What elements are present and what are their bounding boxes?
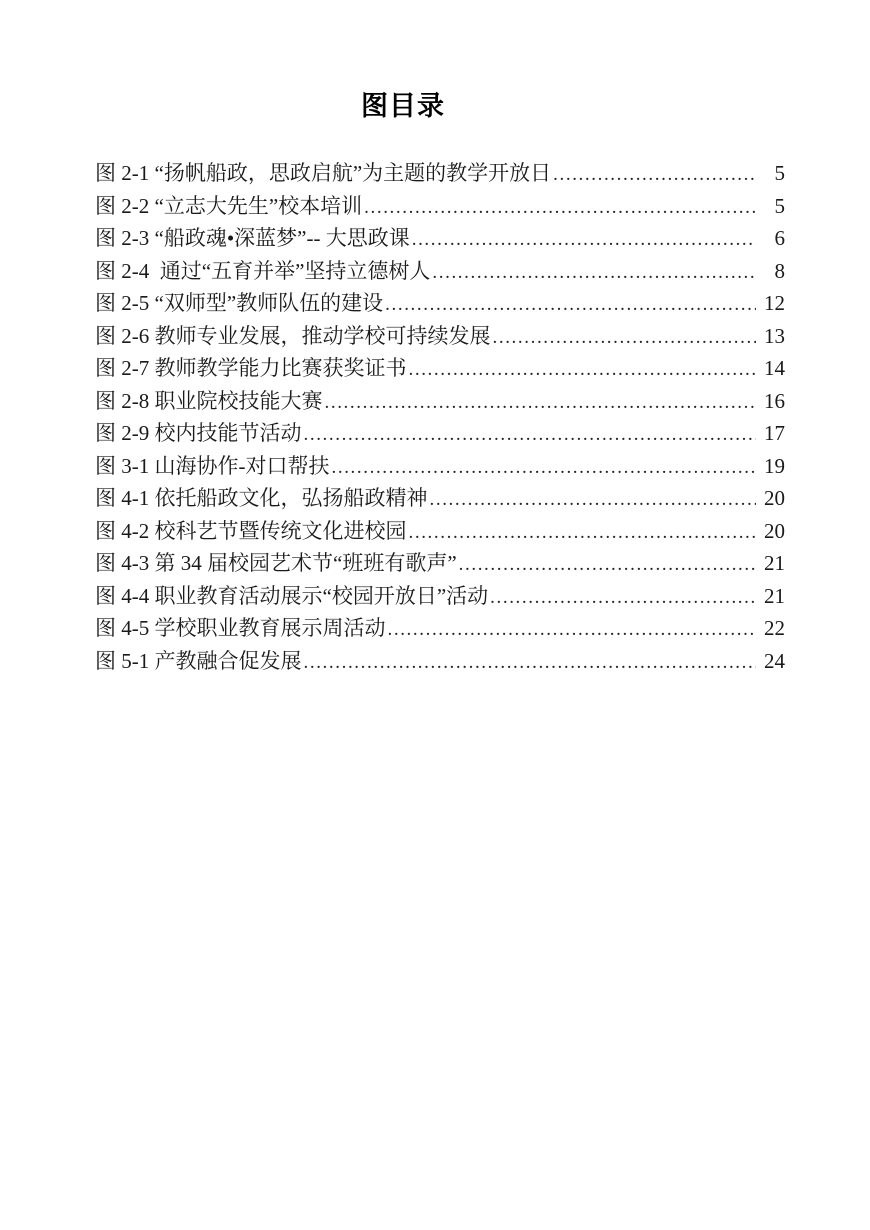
toc-entry — [95, 612, 785, 645]
toc-entry — [95, 287, 785, 320]
page-number: 19 — [764, 453, 785, 478]
dot-leader — [304, 417, 757, 452]
toc-entry — [95, 580, 785, 613]
toc-entry — [95, 645, 785, 678]
toc-entry — [95, 417, 785, 450]
toc-entry-label: 图 2-6 教师专业发展，推动学校可持续发展 — [95, 323, 491, 348]
dot-leader — [409, 515, 757, 550]
page-number: 8 — [774, 258, 785, 283]
toc-entry — [95, 515, 785, 548]
page-number: 6 — [774, 226, 785, 250]
page-number: 5 — [774, 161, 785, 185]
toc-entry — [95, 222, 785, 255]
toc-entry-label: 图 4-3 第 34 届校园艺术节“班班有歌声” — [95, 551, 457, 575]
toc-entry-label: 图 2-2 “立志大先生”校本培训 — [95, 193, 363, 218]
page-number: 21 — [764, 551, 785, 575]
page-number: 22 — [764, 616, 785, 640]
toc-entry-label: 图 2-5 “双师型”教师队伍的建设 — [95, 291, 384, 315]
toc-entry-label: 图 4-1 依托船政文化，弘扬船政精神 — [95, 486, 428, 510]
page-number: 24 — [764, 648, 785, 673]
toc-entry — [95, 190, 785, 223]
toc-entry-label: 图 4-5 学校职业教育展示周活动 — [95, 616, 386, 640]
dot-leader — [364, 190, 756, 225]
page-number: 20 — [764, 518, 785, 543]
page-number: 12 — [764, 291, 785, 315]
toc-entry-label: 图 3-1 山海协作-对口帮扶 — [95, 453, 330, 478]
dot-leader — [459, 547, 756, 582]
dot-leader — [493, 320, 757, 355]
page-number: 14 — [764, 356, 785, 380]
dot-leader — [412, 222, 756, 257]
toc-entry-label: 图 5-1 产教融合促发展 — [95, 648, 302, 673]
page-number: 5 — [774, 193, 785, 218]
dot-leader — [553, 157, 756, 192]
dot-leader — [332, 450, 757, 485]
dot-leader — [490, 580, 756, 615]
toc-entry-label: 图 2-9 校内技能节活动 — [95, 421, 302, 445]
page-number: 21 — [764, 583, 785, 608]
page-number: 20 — [764, 486, 785, 510]
dot-leader — [325, 385, 757, 420]
toc-entry — [95, 255, 785, 288]
toc-entry — [95, 352, 785, 385]
toc-entry-label: 图 2-4 通过“五育并举”坚持立德树人 — [95, 258, 431, 283]
toc-entry-label: 图 2-3 “船政魂•深蓝梦”-- 大思政课 — [95, 226, 410, 250]
page-number: 13 — [764, 323, 785, 348]
toc-entry-label: 图 4-2 校科艺节暨传统文化进校园 — [95, 518, 407, 543]
toc-entry — [95, 547, 785, 580]
dot-leader — [432, 255, 756, 290]
dot-leader — [385, 287, 756, 322]
dot-leader — [430, 482, 757, 517]
page-title: 图目录 — [361, 91, 445, 121]
toc-entry-label: 图 2-7 教师教学能力比赛获奖证书 — [95, 356, 407, 380]
dot-leader — [409, 352, 757, 387]
toc-entry-label: 图 2-8 职业院校技能大赛 — [95, 388, 323, 413]
toc-entry — [95, 450, 785, 483]
toc-entry-label: 图 4-4 职业教育活动展示“校园开放日”活动 — [95, 583, 489, 608]
page-number: 17 — [764, 421, 785, 445]
figure-toc-list — [95, 157, 785, 677]
toc-entry — [95, 157, 785, 190]
dot-leader — [304, 645, 757, 680]
page-number: 16 — [764, 388, 785, 413]
toc-entry-label: 图 2-1 “扬帆船政，思政启航”为主题的教学开放日 — [95, 161, 552, 185]
toc-entry — [95, 320, 785, 353]
toc-entry — [95, 385, 785, 418]
toc-entry — [95, 482, 785, 515]
dot-leader — [388, 612, 757, 647]
